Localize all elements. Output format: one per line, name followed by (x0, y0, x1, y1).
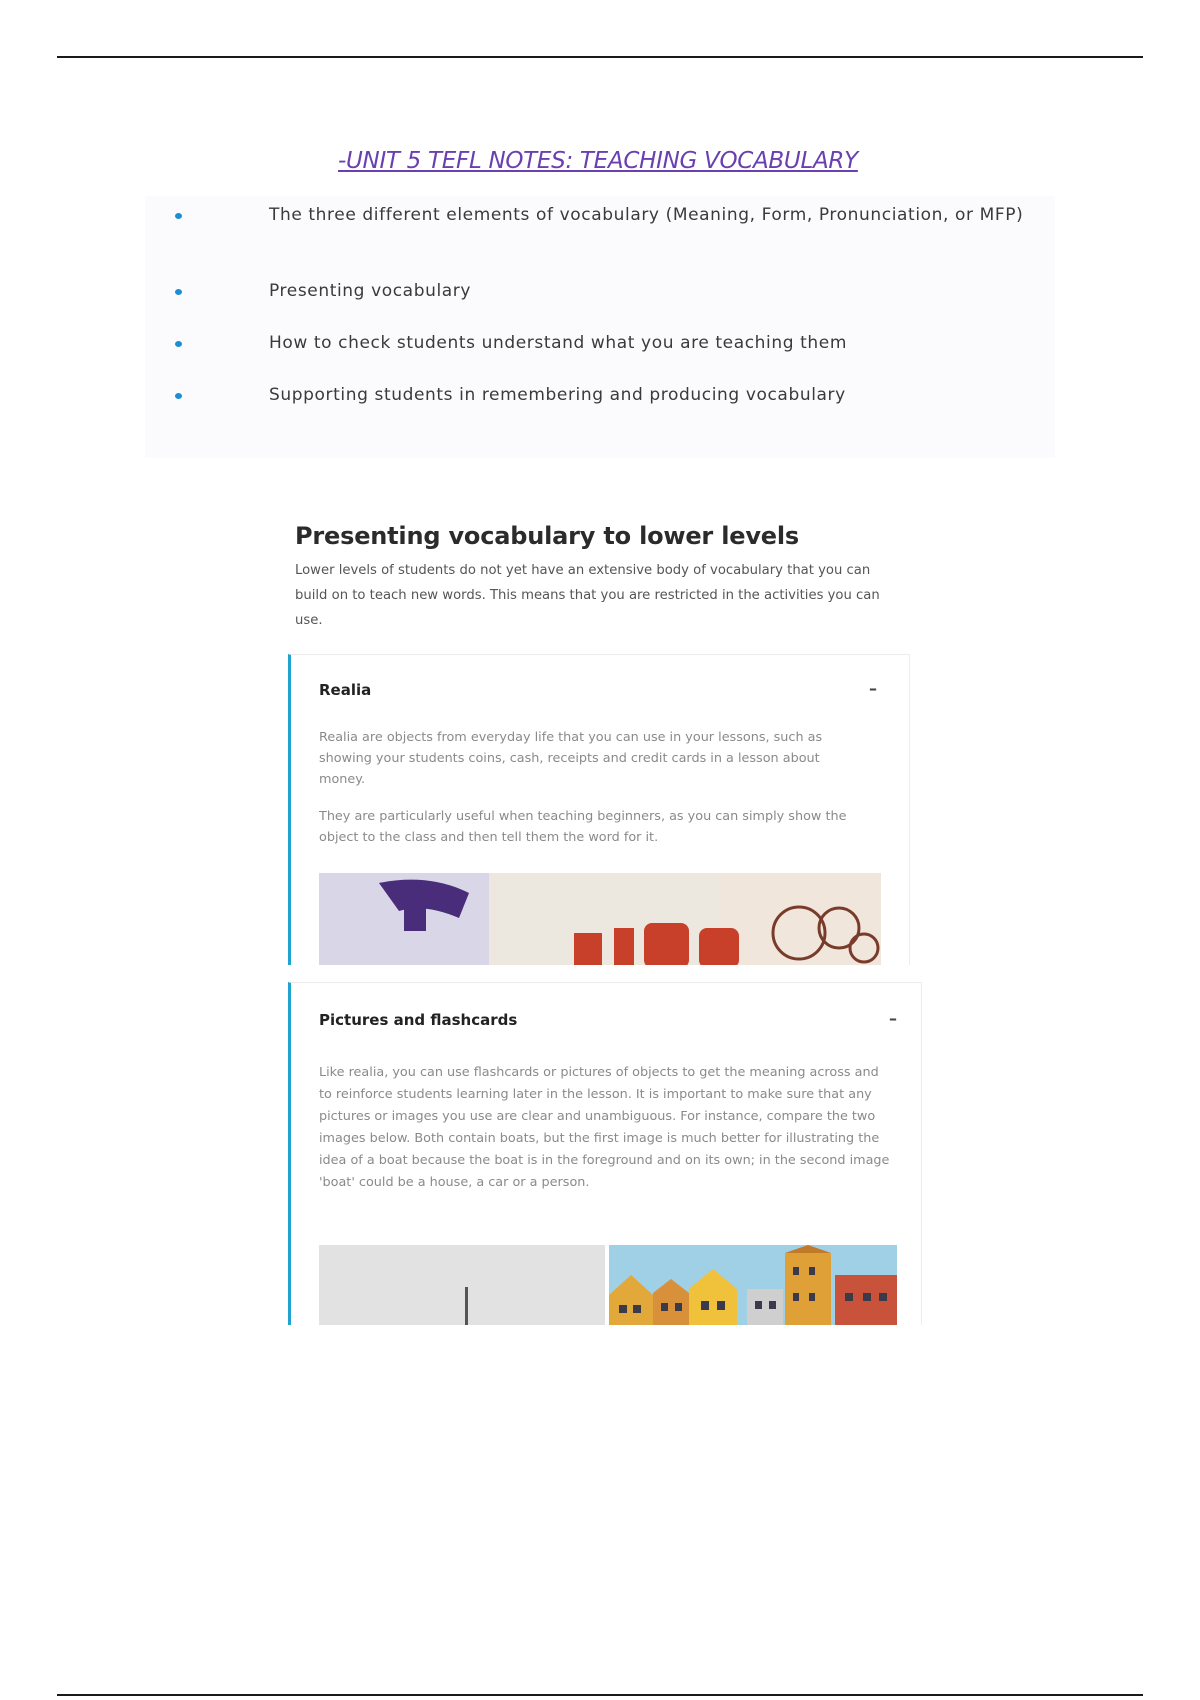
header-rule (57, 56, 1143, 58)
accordion-paragraph: Like realia, you can use flashcards or pictures of objects to get the meaning across and to reinforce students learning later in the lesson. It is important to make sure that any pictures or images you use are clear and unambiguous. For instance, compare the two images below. Both contain boats, but the first image is much better for illustrating the idea of a boat because the boat is in the foreground and on its own; in the second image 'boat' could be a house, a car or a person. (319, 1065, 890, 1190)
objective-text: Presenting vocabulary (269, 281, 472, 301)
accordion-title: Pictures and flashcards (319, 1011, 518, 1029)
accordion-pictures-flashcards (288, 982, 922, 1325)
accordion-paragraph: They are particularly useful when teaching beginners, as you can simply show the object to the class and then tell them the word for it. (319, 809, 847, 845)
document-title: -UNIT 5 TEFL NOTES: TEACHING VOCABULARY (338, 148, 858, 174)
harbour-houses-image (609, 1245, 897, 1325)
objective-text: The three different elements of vocabulary (Meaning, Form, Pronunciation, or MFP) (269, 205, 1024, 225)
bullet-icon (175, 289, 182, 295)
bullet-icon (175, 341, 182, 347)
footer-rule (57, 1694, 1143, 1696)
accordion-realia (288, 654, 910, 965)
collapse-icon[interactable]: – (889, 1009, 897, 1028)
accordion-title: Realia (319, 681, 372, 699)
section-intro: Lower levels of students do not yet have an extensive body of vocabulary that you can build on to teach new words. This means that you are restricted in the activities you can use. (295, 563, 880, 628)
objective-text: Supporting students in remembering and producing vocabulary (269, 385, 846, 405)
section-heading: Presenting vocabulary to lower levels (295, 522, 799, 550)
bullet-icon (175, 213, 182, 219)
bullet-icon (175, 393, 182, 399)
accordion-paragraph: Realia are objects from everyday life that you can use in your lessons, such as showing your students coins, cash, receipts and credit cards in a lesson about money. (319, 730, 823, 787)
course-page-capture (280, 512, 930, 1324)
objective-text: How to check students understand what you are teaching them (269, 333, 847, 353)
objectives-list (145, 196, 1055, 458)
boat-image (319, 1245, 605, 1325)
banknotes-image (319, 873, 881, 965)
collapse-icon[interactable]: – (869, 679, 877, 698)
